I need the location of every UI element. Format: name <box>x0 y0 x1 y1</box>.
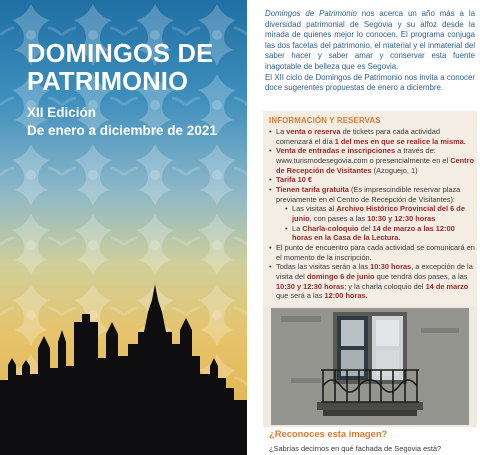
intro-lead: Domingos de Patrimonio <box>265 9 357 18</box>
balcony-photo <box>271 308 469 425</box>
info-subitem-talk: • La Charla-coloquio del 14 de marzo a las 12:00 horas en la Casa de la Lectura. <box>285 224 475 243</box>
info-item-tickets: • Venta de entradas e inscripciones a través de: www.turismodesegovia.com o presencialmente en el Centro de Recepción de Visitantes (Azoguejo, 1) <box>269 146 475 175</box>
poster-title-line1: DOMINGOS DE <box>27 40 214 68</box>
poster-title <box>27 40 242 96</box>
info-heading: INFORMACIÓN Y RESERVAS <box>269 116 381 125</box>
info-item-price: • Tarifa 10 € <box>269 175 475 185</box>
poster-dates: De enero a diciembre de 2021 <box>27 123 217 138</box>
alcazar-silhouette <box>0 270 247 455</box>
poster-title-line2: PATRIMONIO <box>27 68 189 96</box>
photo-frame <box>263 306 477 427</box>
quiz-question: ¿Sabrías decirnos en qué fachada de Segovia está? <box>269 444 442 453</box>
info-list <box>269 127 475 301</box>
info-item-sales: • La venta o reserva de tickets para cada actividad comenzará el día 1 del mes en que se realice la misma. <box>269 127 475 146</box>
info-subitem-archive: • Las visitas al Archivo Histórico Provincial del 6 de junio, con pases a las 10:30 y 12:30 horas <box>285 204 475 223</box>
intro-text <box>265 9 475 94</box>
intro-text-1: nos acerca un año más a la diversidad patrimonial de Segovia y su alfoz desde la mirada de quienes mejor lo conocen. El programa conjuga las dos facetas del patrimonio, el material y el inmaterial del saber hacer y saber amar y conservar esta fuente inagotable de belleza que es Segovia. <box>265 9 475 71</box>
info-item-meeting-point: • El punto de encuentro para cada actividad se comunicará en el momento de la inscripción. <box>269 243 475 262</box>
poster-edition: XII Edición <box>27 105 97 120</box>
quiz-title: ¿Reconoces esta imagen? <box>269 428 388 439</box>
intro-text-2: El XII ciclo de Domingos de Patrimonio nos invita a conocer doce sugerentes propuestas de enero a diciembre. <box>265 72 475 93</box>
info-item-times: • Todas las visitas serán a las 10:30 horas, a excepción de la visita del domingo 6 de junio que tendrá dos pases, a las 10:30 y 12:30 horas; y la charla coloquio del 14 de marzo que será a las 12:00 horas. <box>269 262 475 300</box>
info-sublist <box>276 204 475 243</box>
info-item-free: • Tienen tarifa gratuita (Es imprescindible reservar plaza previamente en el Centro de Recepción de Visitantes): • Las visitas al Archivo Histórico Provincial del 6 de junio, con pases a las 10:30 y 12:30 horas • La Charla-coloquio del 14 de marzo a las 12:00 horas en la Casa de la Lectura. <box>269 185 475 243</box>
right-column <box>247 0 480 455</box>
